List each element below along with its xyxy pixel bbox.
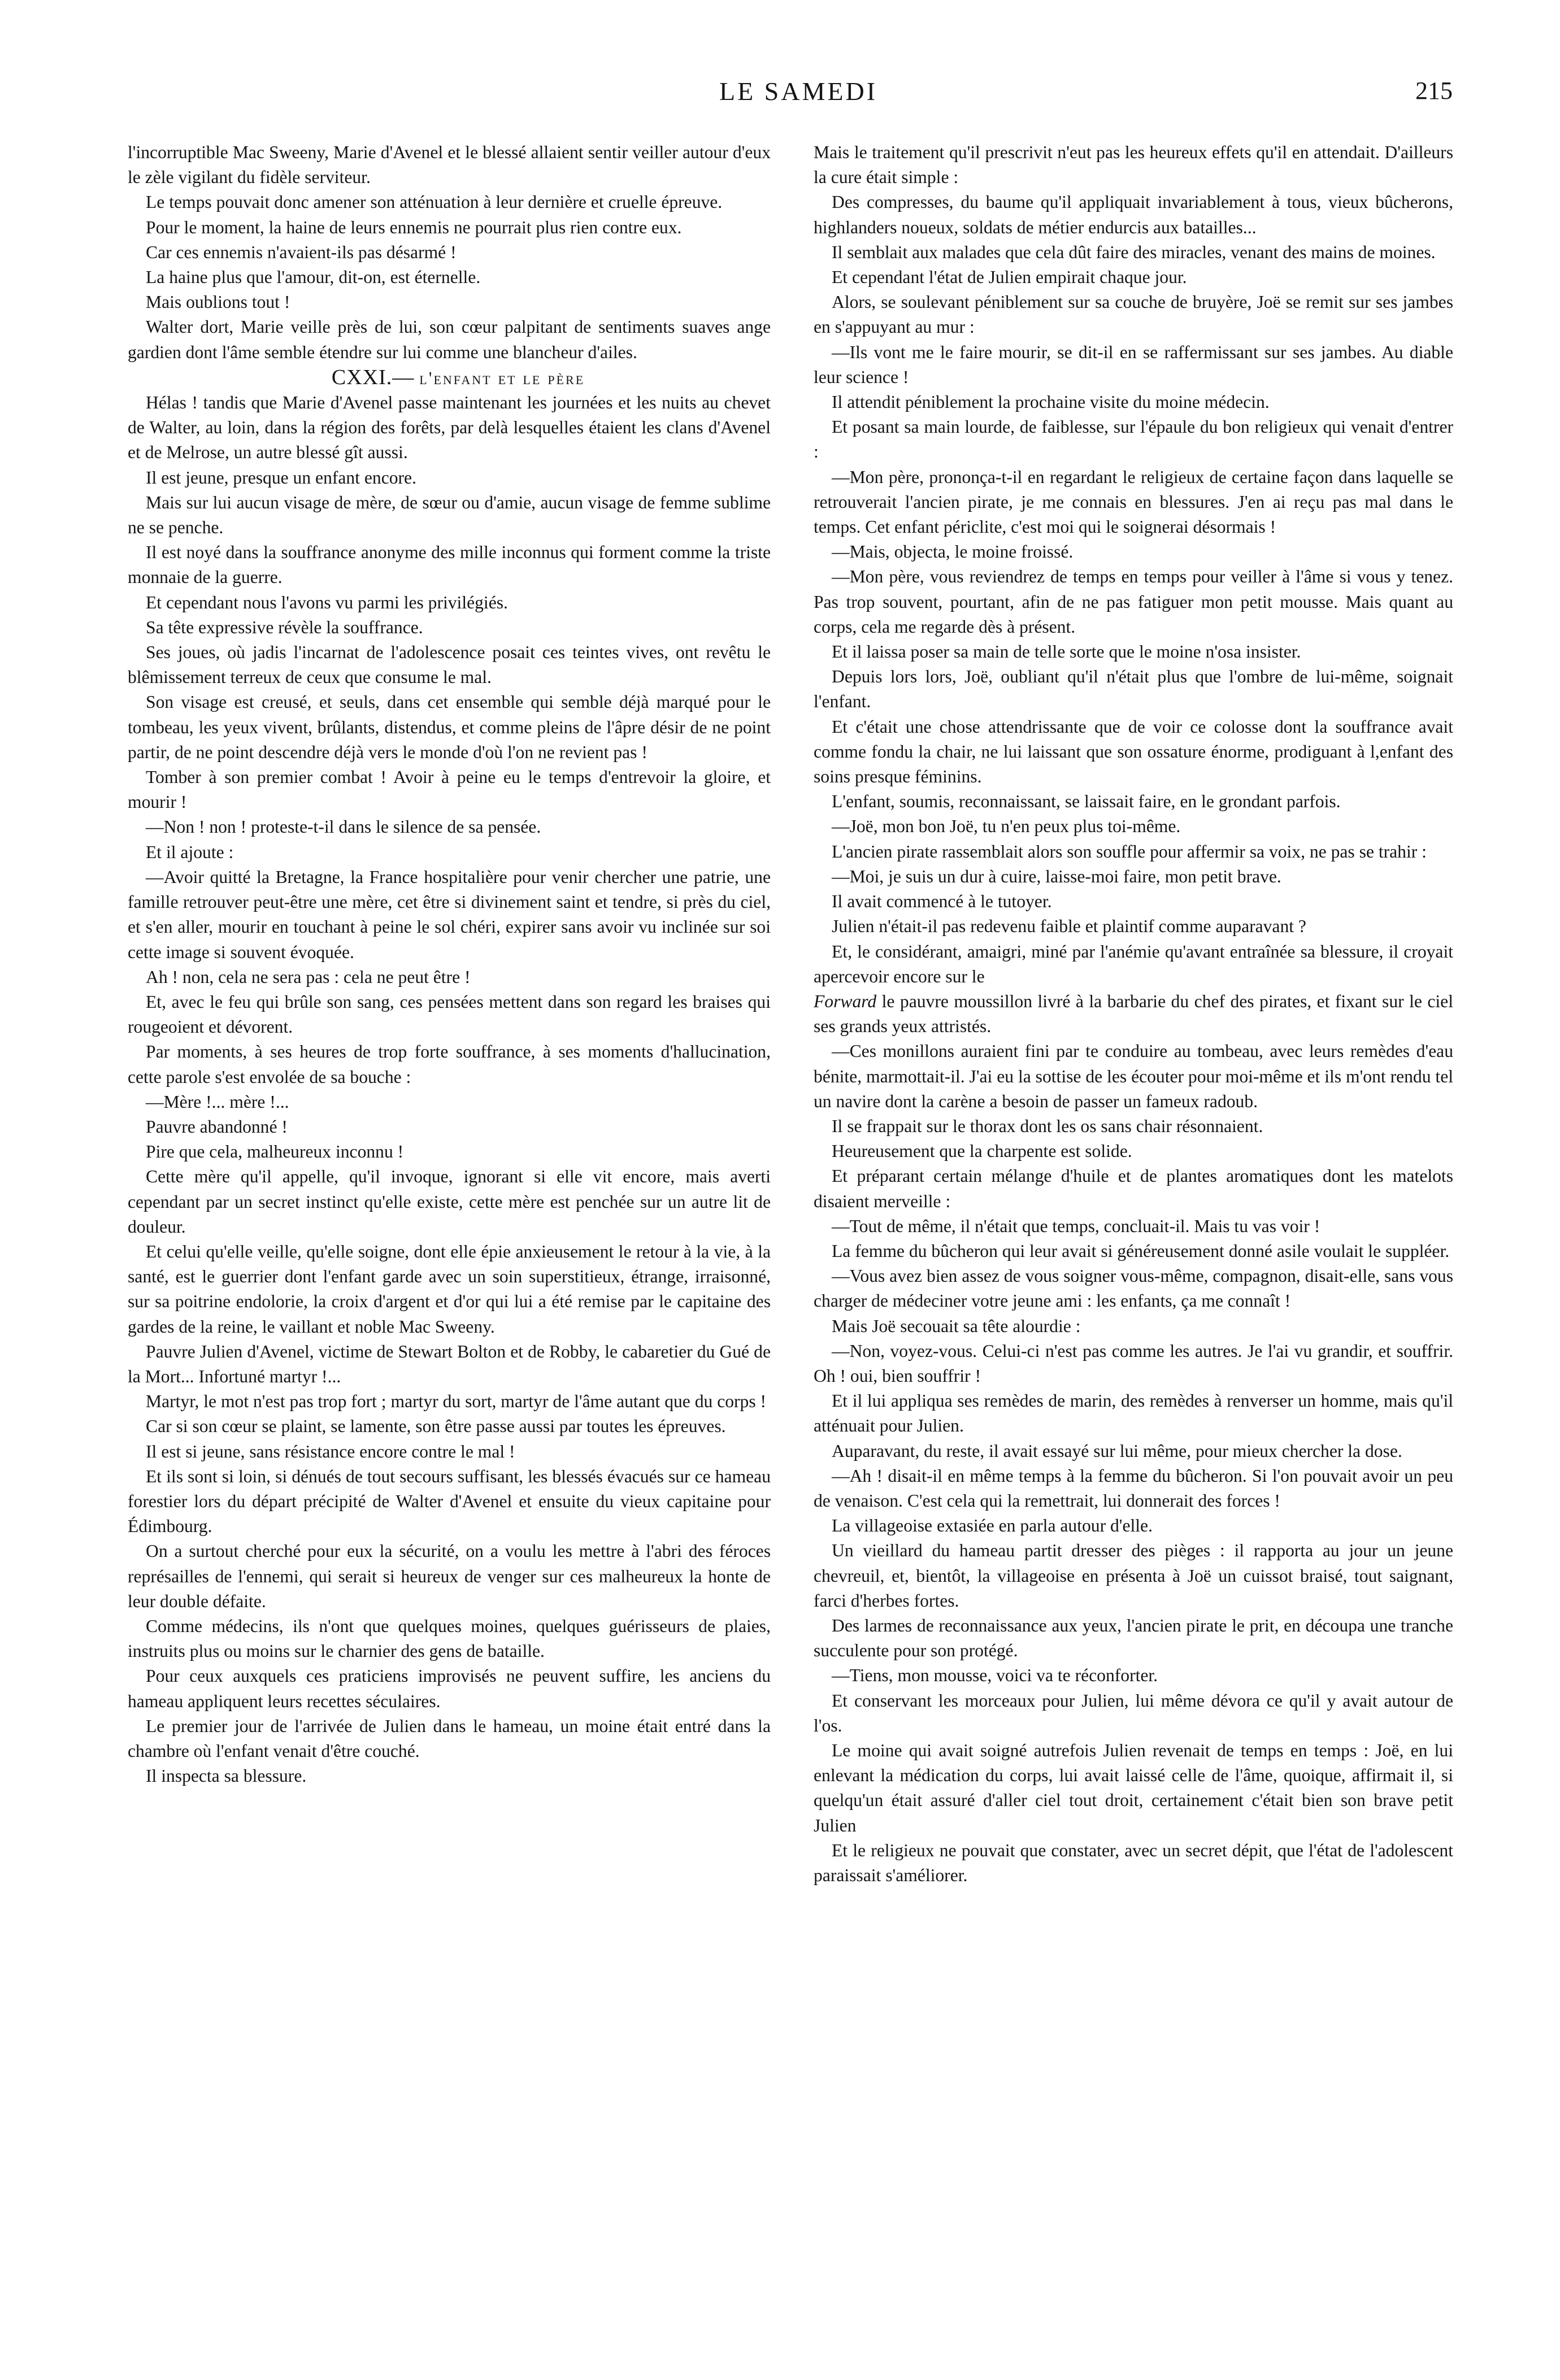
paragraph: —Moi, je suis un dur à cuire, laisse-moi faire, mon petit brave.	[832, 866, 1281, 886]
paragraph: Et cependant nous l'avons vu parmi les privilégiés.	[146, 592, 508, 612]
paragraph: Ah ! non, cela ne sera pas : cela ne peut être !	[146, 967, 471, 987]
paragraph: Et, le considérant, amaigri, miné par l'anémie qu'avant entraînée sa blessure, il croyait apercevoir encore sur le	[814, 941, 1453, 986]
paragraph: Il attendit péniblement la prochaine visite du moine médecin.	[832, 392, 1270, 412]
paragraph: Il est jeune, presque un enfant encore.	[146, 467, 416, 488]
paragraph: Pauvre abandonné !	[146, 1116, 288, 1137]
paragraph: Et celui qu'elle veille, qu'elle soigne, dont elle épie anxieusement le retour à la vie, à la santé, est le guerrier dont l'enfant garde avec un soin superstitieux, étrange, irraisonné, sur sa poitrine endolorie, la croix d'argent et d'or qui lui a été remise par le capitaine des gardes de la reine, le vaillant et noble Mac Sweeny.	[128, 1241, 771, 1337]
paragraph: Et le religieux ne pouvait que constater, avec un secret dépit, que l'état de l'adolescent paraissait s'améliorer.	[814, 1840, 1453, 1886]
paragraph: Il semblait aux malades que cela dût faire des miracles, venant des mains de moines.	[832, 242, 1436, 262]
paragraph: Un vieillard du hameau partit dresser des pièges : il rapporta au jour un jeune chevreuil, et, bientôt, la villageoise en présenta à Joë un cuissot braisé, tout saignant, farci d'herbes fortes.	[814, 1541, 1453, 1611]
paragraph: Car ces ennemis n'avaient-ils pas désarmé !	[146, 242, 457, 262]
left-column	[128, 140, 771, 1789]
left-paragraphs-before	[128, 140, 771, 365]
paragraph: —Joë, mon bon Joë, tu n'en peux plus toi-même.	[832, 816, 1181, 837]
paragraph: Des compresses, du baume qu'il appliquait invariablement à tous, vieux bûcherons, highlanders noueux, soldats de métier endurcis aux batailles...	[814, 192, 1453, 237]
paragraph: La haine plus que l'amour, dit-on, est éternelle.	[146, 267, 481, 288]
paragraph: L'enfant, soumis, reconnaissant, se laissait faire, en le grondant parfois.	[832, 791, 1341, 812]
paragraph: Il est si jeune, sans résistance encore contre le mal !	[146, 1441, 515, 1461]
paragraph: —Non ! non ! proteste-t-il dans le silence de sa pensée.	[146, 817, 541, 837]
paragraph: La femme du bûcheron qui leur avait si généreusement donné asile voulait le suppléer.	[832, 1241, 1450, 1261]
paragraph: Alors, se soulevant péniblement sur sa couche de bruyère, Joë se remit sur ses jambes en s'appuyant au mur :	[814, 292, 1453, 337]
paragraph: Et préparant certain mélange d'huile et de plantes aromatiques dont les matelots disaient merveille :	[814, 1166, 1453, 1211]
paragraph: La villageoise extasiée en parla autour d'elle.	[832, 1516, 1153, 1536]
paragraph: —Mon père, vous reviendrez de temps en temps pour veiller à l'âme si vous y tenez. Pas trop souvent, pourtant, afin de ne pas fatiguer mon petit mousse. Mais quant au corps, cela me regarde dès à présent.	[814, 567, 1453, 637]
paragraph: —Tout de même, il n'était que temps, concluait-il. Mais tu vas voir !	[832, 1216, 1320, 1236]
paragraph: Son visage est creusé, et seuls, dans cet ensemble qui semble déjà marqué pour le tombeau, les yeux vivent, brûlants, distendus, et comme pleins de l'âpre désir de ne point partir, de ne point descendre déjà vers le monde d'où l'on ne revient pas !	[128, 692, 771, 762]
running-title: LE SAMEDI	[719, 77, 878, 106]
paragraph: Depuis lors lors, Joë, oubliant qu'il n'était plus que l'ombre de lui-même, soignait l'enfant.	[814, 667, 1453, 712]
right-paragraphs-c	[814, 1039, 1453, 1888]
paragraph: Il se frappait sur le thorax dont les os sans chair résonnaient.	[832, 1116, 1263, 1136]
forward-paragraph	[814, 989, 1453, 1039]
paragraph: Et cependant l'état de Julien empirait chaque jour.	[832, 267, 1187, 288]
paragraph: Le moine qui avait soigné autrefois Julien revenait de temps en temps : Joë, en lui enlevant la médication du corps, lui avait laissé celle de l'âme, quoique, affirmait il, si quelqu'un était assuré d'aller ciel tout droit, certainement c'était bien son brave petit Julien	[814, 1741, 1453, 1835]
paragraph: Il est noyé dans la souffrance anonyme des mille inconnus qui forment comme la triste monnaie de la guerre.	[128, 542, 771, 588]
ship-name: Forward	[814, 991, 877, 1011]
chapter-number: CXXI.—	[331, 365, 415, 389]
paragraph: —Tiens, mon mousse, voici va te réconforter.	[832, 1665, 1158, 1686]
paragraph: Et posant sa main lourde, de faiblesse, sur l'épaule du bon religieux qui venait d'entrer :	[814, 417, 1453, 462]
paragraph: Julien n'était-il pas redevenu faible et plaintif comme auparavant ?	[832, 916, 1306, 937]
page-header	[127, 71, 1470, 116]
paragraph: Et il laissa poser sa main de telle sorte que le moine n'osa insister.	[832, 642, 1301, 662]
paragraph: Tomber à son premier combat ! Avoir à peine eu le temps d'entrevoir la gloire, et mourir !	[128, 767, 771, 812]
paragraph: —Mère !... mère !...	[146, 1091, 289, 1112]
chapter-heading	[128, 365, 771, 390]
paragraph: —Ah ! disait-il en même temps à la femme du bûcheron. Si l'on pouvait avoir un peu de venaison. C'est cela qui la remettrait, lui donnerait des forces !	[814, 1465, 1453, 1511]
forward-paragraph-text: le pauvre moussillon livré à la barbarie du chef des pirates, et fixant sur le ciel ses grands yeux attristés.	[814, 991, 1453, 1037]
paragraph: Et il lui appliqua ses remèdes de marin, des remèdes à renverser un homme, mais qu'il atténuait pour Julien.	[814, 1391, 1453, 1436]
paragraph: Le premier jour de l'arrivée de Julien dans le hameau, un moine était entré dans la chambre où l'enfant venait d'être couché.	[128, 1716, 771, 1761]
paragraph: Walter dort, Marie veille près de lui, son cœur palpitant de sentiments suaves ange gardien dont l'âme semble étendre sur lui comme une blancheur d'ailes.	[128, 317, 771, 362]
right-paragraphs-a	[814, 140, 1453, 989]
paragraph: l'incorruptible Mac Sweeny, Marie d'Avenel et le blessé allaient sentir veiller autour d'eux le zèle vigilant du fidèle serviteur.	[128, 142, 771, 188]
paragraph: —Mais, objecta, le moine froissé.	[832, 542, 1074, 562]
paragraph: Pour ceux auxquels ces praticiens improvisés ne peuvent suffire, les anciens du hameau appliquent leurs recettes séculaires.	[128, 1666, 771, 1711]
paragraph: Et ils sont si loin, si dénués de tout secours suffisant, les blessés évacués sur ce hameau forestier lors du départ précipité de Walter d'Avenel et ensuite du vieux capitaine pour Édimbourg.	[128, 1466, 771, 1537]
paragraph: Par moments, à ses heures de trop forte souffrance, à ses moments d'hallucination, cette parole s'est envolée de sa bouche :	[128, 1042, 771, 1087]
paragraph: On a surtout cherché pour eux la sécurité, on a voulu les mettre à l'abri des féroces représailles de l'ennemi, qui serait si heureux de venger sur ces malheureux la honte de leur double défaite.	[128, 1541, 771, 1611]
paragraph: —Avoir quitté la Bretagne, la France hospitalière pour venir chercher une patrie, une famille retrouver peut-être une mère, cet être si divinement saint et tendre, si près du ciel, et s'en aller, mourir en touchant à peine le sol chéri, expirer sans avoir vu inclinée sur soi cette image si souvent évoquée.	[128, 867, 771, 962]
left-paragraphs-after	[128, 390, 771, 1789]
paragraph: Mais le traitement qu'il prescrivit n'eut pas les heureux effets qu'il en attendait. D'ailleurs la cure était simple :	[814, 142, 1453, 188]
paragraph: Pire que cela, malheureux inconnu !	[146, 1142, 404, 1162]
paragraph: L'ancien pirate rassemblait alors son souffle pour affermir sa voix, ne pas se trahir :	[832, 841, 1427, 862]
paragraph: —Non, voyez-vous. Celui-ci n'est pas comme les autres. Je l'ai vu grandir, et souffrir. Oh ! oui, bien souffrir !	[814, 1341, 1453, 1386]
paragraph: Mais sur lui aucun visage de mère, de sœur ou d'amie, aucun visage de femme sublime ne se penche.	[128, 492, 771, 538]
paragraph: Car si son cœur se plaint, se lamente, son être passe aussi par toutes les épreuves.	[146, 1416, 726, 1437]
paragraph: Pauvre Julien d'Avenel, victime de Stewart Bolton et de Robby, le cabaretier du Gué de la Mort... Infortuné martyr !...	[128, 1341, 771, 1386]
paragraph: Pour le moment, la haine de leurs ennemis ne pourrait plus rien contre eux.	[146, 217, 682, 237]
paragraph: Heureusement que la charpente est solide.	[832, 1141, 1132, 1161]
paragraph: Et conservant les morceaux pour Julien, lui même dévora ce qu'il y avait autour de l'os.	[814, 1690, 1453, 1735]
chapter-title: l'enfant et le père	[419, 367, 585, 388]
paragraph: Le temps pouvait donc amener son atténuation à leur dernière et cruelle épreuve.	[146, 192, 723, 212]
paragraph: —Ils vont me le faire mourir, se dit-il en se raffermissant sur ses jambes. Au diable leur science !	[814, 342, 1453, 387]
paragraph: Cette mère qu'il appelle, qu'il invoque, ignorant si elle vit encore, mais averti cependant par un secret instinct qu'elle existe, cette mère est penchée sur un autre lit de douleur.	[128, 1167, 771, 1237]
paragraph: Hélas ! tandis que Marie d'Avenel passe maintenant les journées et les nuits au chevet de Walter, au loin, dans la région des forêts, par delà lesquelles étaient les clans d'Avenel et de Melrose, un autre blessé gît aussi.	[128, 393, 771, 463]
paragraph: Et, avec le feu qui brûle son sang, ces pensées mettent dans son regard les braises qui rougeoient et dévorent.	[128, 991, 771, 1037]
paragraph: Ses joues, où jadis l'incarnat de l'adolescence posait ces teintes vives, ont revêtu le blêmissement terreux de ceux que consume le mal.	[128, 642, 771, 688]
paragraph: Comme médecins, ils n'ont que quelques moines, quelques guérisseurs de plaies, instruits plus ou moins sur le charnier des gens de bataille.	[128, 1616, 771, 1661]
paragraph: —Ces monillons auraient fini par te conduire au tombeau, avec leurs remèdes d'eau bénite, marmottait-il. J'ai eu la sottise de les écouter pour moi-même et ils m'ont rendu tel un navire dont la carène a besoin de passer un fameux radoub.	[814, 1041, 1453, 1111]
paragraph: Mais Joë secouait sa tête alourdie :	[832, 1316, 1081, 1336]
paragraph: —Mon père, prononça-t-il en regardant le religieux de certaine façon dans laquelle se retrouverait l'ancien pirate, je me connais en blessures. J'en ai reçu pas mal dans le temps. Cet enfant périclite, c'est moi qui le soignerai désormais !	[814, 467, 1453, 537]
page-number: 215	[1415, 77, 1453, 105]
paragraph: Des larmes de reconnaissance aux yeux, l'ancien pirate le prit, en découpa une tranche succulente pour son protégé.	[814, 1615, 1453, 1661]
paragraph: Il avait commencé à le tutoyer.	[832, 891, 1052, 912]
paragraph: Martyr, le mot n'est pas trop fort ; martyr du sort, martyr de l'âme autant que du corps !	[146, 1391, 767, 1412]
paragraph: Mais oublions tout !	[146, 292, 290, 312]
paragraph: Et il ajoute :	[146, 842, 234, 862]
paragraph: —Vous avez bien assez de vous soigner vous-même, compagnon, disait-elle, sans vous charger de médeciner votre jeune ami : les enfants, ça me connaît !	[814, 1266, 1453, 1311]
paragraph: Et c'était une chose attendrissante que de voir ce colosse dont la souffrance avait comme fondu la chair, ne lui laissant que son ossature énorme, prodiguant à l,enfant des soins presque féminins.	[814, 716, 1453, 787]
right-column	[814, 140, 1453, 1888]
paragraph: Auparavant, du reste, il avait essayé sur lui même, pour mieux chercher la dose.	[832, 1441, 1402, 1461]
paragraph: Sa tête expressive révèle la souffrance.	[146, 617, 423, 637]
paragraph: Il inspecta sa blessure.	[146, 1766, 307, 1786]
